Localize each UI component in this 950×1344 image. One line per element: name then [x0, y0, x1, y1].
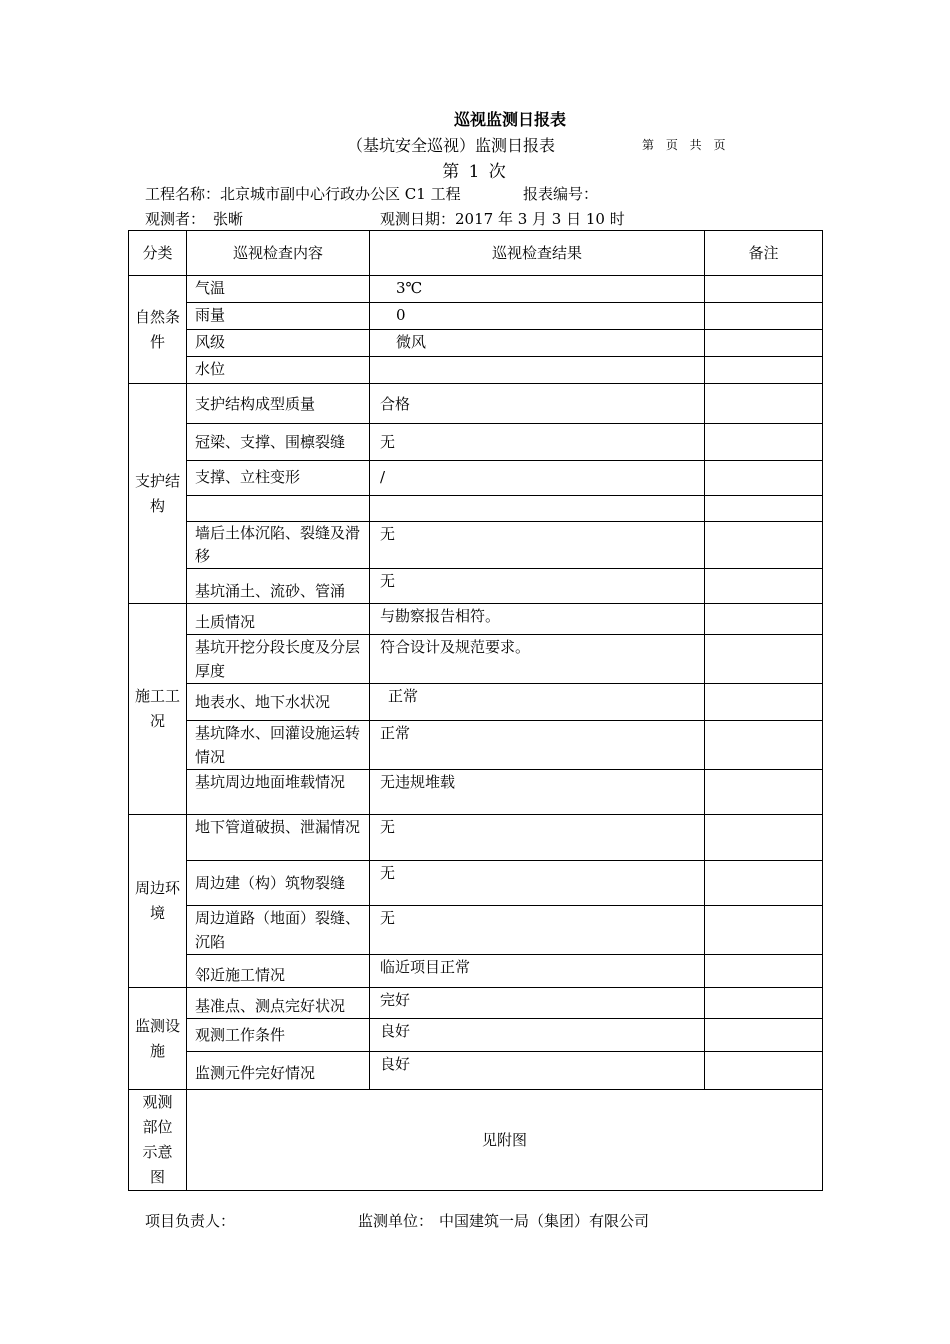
- table-row: [129, 721, 823, 770]
- project-name: 北京城市副中心行政办公区 C1 工程: [220, 185, 461, 203]
- check-note: [705, 988, 823, 1019]
- check-result: 合格: [370, 384, 705, 424]
- check-note: [705, 1052, 823, 1090]
- check-note: [705, 357, 823, 384]
- check-result: 无: [370, 906, 705, 955]
- check-result: 良好: [370, 1052, 705, 1090]
- table-row: [129, 1052, 823, 1090]
- check-content: 地表水、地下水状况: [187, 684, 370, 721]
- table-header-row: [129, 231, 823, 276]
- check-result: 无: [370, 522, 705, 569]
- date-line: [380, 208, 625, 229]
- monitoring-unit-label: 监测单位：: [358, 1212, 434, 1230]
- table-row: [129, 276, 823, 303]
- check-content: 基坑开挖分段长度及分层厚度: [187, 635, 370, 684]
- observer-name: 张晰: [213, 210, 244, 228]
- check-result: [370, 496, 705, 522]
- check-note: [705, 635, 823, 684]
- check-result: 0: [370, 303, 705, 330]
- check-result: 3℃: [370, 276, 705, 303]
- check-content: 风级: [187, 330, 370, 357]
- check-content: 雨量: [187, 303, 370, 330]
- check-note: [705, 569, 823, 604]
- col-header-content: 巡视检查内容: [187, 231, 370, 276]
- check-result: [370, 357, 705, 384]
- diagram-label: 观测部位示意图: [129, 1090, 187, 1191]
- table-row: [129, 770, 823, 815]
- check-result: /: [370, 461, 705, 496]
- check-result: 与勘察报告相符。: [370, 604, 705, 635]
- inspection-table: [128, 230, 823, 1191]
- check-content: 支护结构成型质量: [187, 384, 370, 424]
- table-row: [129, 330, 823, 357]
- table-row: [129, 955, 823, 988]
- project-manager-label: 项目负责人：: [145, 1212, 236, 1230]
- check-result: 微风: [370, 330, 705, 357]
- table-row: [129, 357, 823, 384]
- category-facilities: 监测设施: [129, 988, 187, 1090]
- check-note: [705, 721, 823, 770]
- col-header-note: 备注: [705, 231, 823, 276]
- observer-label: 观测者：: [145, 210, 206, 228]
- diagram-row: [129, 1090, 823, 1191]
- check-content: 土质情况: [187, 604, 370, 635]
- check-note: [705, 770, 823, 815]
- check-result: 无: [370, 569, 705, 604]
- observer-line: [145, 208, 243, 229]
- check-content: 地下管道破损、泄漏情况: [187, 815, 370, 861]
- table-row: [129, 1019, 823, 1052]
- table-row: [129, 569, 823, 604]
- project-line: [145, 183, 461, 204]
- check-note: [705, 276, 823, 303]
- inspection-count: 第 1 次: [442, 162, 508, 182]
- check-result: 无: [370, 861, 705, 906]
- check-result: 正常: [370, 684, 705, 721]
- check-content: 基坑降水、回灌设施运转情况: [187, 721, 370, 770]
- check-note: [705, 384, 823, 424]
- table-row: [129, 861, 823, 906]
- check-note: [705, 906, 823, 955]
- check-content: 周边道路（地面）裂缝、沉陷: [187, 906, 370, 955]
- check-note: [705, 303, 823, 330]
- check-content: 基坑涌土、流砂、管涌: [187, 569, 370, 604]
- category-surroundings: 周边环境: [129, 815, 187, 988]
- check-content: 基坑周边地面堆载情况: [187, 770, 370, 815]
- page-info: 第 页 共 页: [642, 138, 730, 152]
- check-content: 支撑、立柱变形: [187, 461, 370, 496]
- check-content: 邻近施工情况: [187, 955, 370, 988]
- check-result: 无: [370, 815, 705, 861]
- table-row: [129, 522, 823, 569]
- check-note: [705, 496, 823, 522]
- observation-date: 2017 年 3 月 3 日 10 时: [455, 210, 625, 228]
- check-note: [705, 330, 823, 357]
- check-result: 无: [370, 424, 705, 461]
- check-note: [705, 861, 823, 906]
- table-row: [129, 384, 823, 424]
- table-row: [129, 906, 823, 955]
- table-row: [129, 303, 823, 330]
- report-title: 巡视监测日报表: [453, 110, 566, 129]
- project-label: 工程名称：: [145, 185, 221, 203]
- check-result: 正常: [370, 721, 705, 770]
- col-header-category: 分类: [129, 231, 187, 276]
- monitoring-unit-name: 中国建筑一局（集团）有限公司: [439, 1212, 650, 1230]
- check-content: 观测工作条件: [187, 1019, 370, 1052]
- check-result: 良好: [370, 1019, 705, 1052]
- table-row: [129, 635, 823, 684]
- col-header-result: 巡视检查结果: [370, 231, 705, 276]
- check-result: 符合设计及规范要求。: [370, 635, 705, 684]
- check-result: 无违规堆载: [370, 770, 705, 815]
- check-note: [705, 424, 823, 461]
- table-row: [129, 604, 823, 635]
- check-content: 水位: [187, 357, 370, 384]
- report-subtitle: （基坑安全巡视）监测日报表: [347, 136, 556, 155]
- category-natural: 自然条件: [129, 276, 187, 384]
- table-row: [129, 684, 823, 721]
- table-row: [129, 815, 823, 861]
- table-row: [129, 496, 823, 522]
- date-label: 观测日期：: [380, 210, 456, 228]
- check-content: 墙后土体沉陷、裂缝及滑移: [187, 522, 370, 569]
- check-note: [705, 461, 823, 496]
- report-no-label: 报表编号：: [523, 185, 599, 203]
- check-note: [705, 684, 823, 721]
- table-row: [129, 988, 823, 1019]
- table-row: [129, 461, 823, 496]
- diagram-reference: 见附图: [187, 1090, 823, 1191]
- check-content: 气温: [187, 276, 370, 303]
- monitoring-unit-line: [358, 1210, 649, 1231]
- check-note: [705, 1019, 823, 1052]
- category-support: 支护结构: [129, 384, 187, 604]
- check-content: 监测元件完好情况: [187, 1052, 370, 1090]
- table-row: [129, 424, 823, 461]
- check-content: 周边建（构）筑物裂缝: [187, 861, 370, 906]
- check-result: 临近项目正常: [370, 955, 705, 988]
- check-content: 基准点、测点完好状况: [187, 988, 370, 1019]
- check-note: [705, 522, 823, 569]
- check-content: 冠梁、支撑、围檩裂缝: [187, 424, 370, 461]
- check-content: [187, 496, 370, 522]
- check-note: [705, 955, 823, 988]
- category-construction: 施工工况: [129, 604, 187, 815]
- check-result: 完好: [370, 988, 705, 1019]
- check-note: [705, 604, 823, 635]
- check-note: [705, 815, 823, 861]
